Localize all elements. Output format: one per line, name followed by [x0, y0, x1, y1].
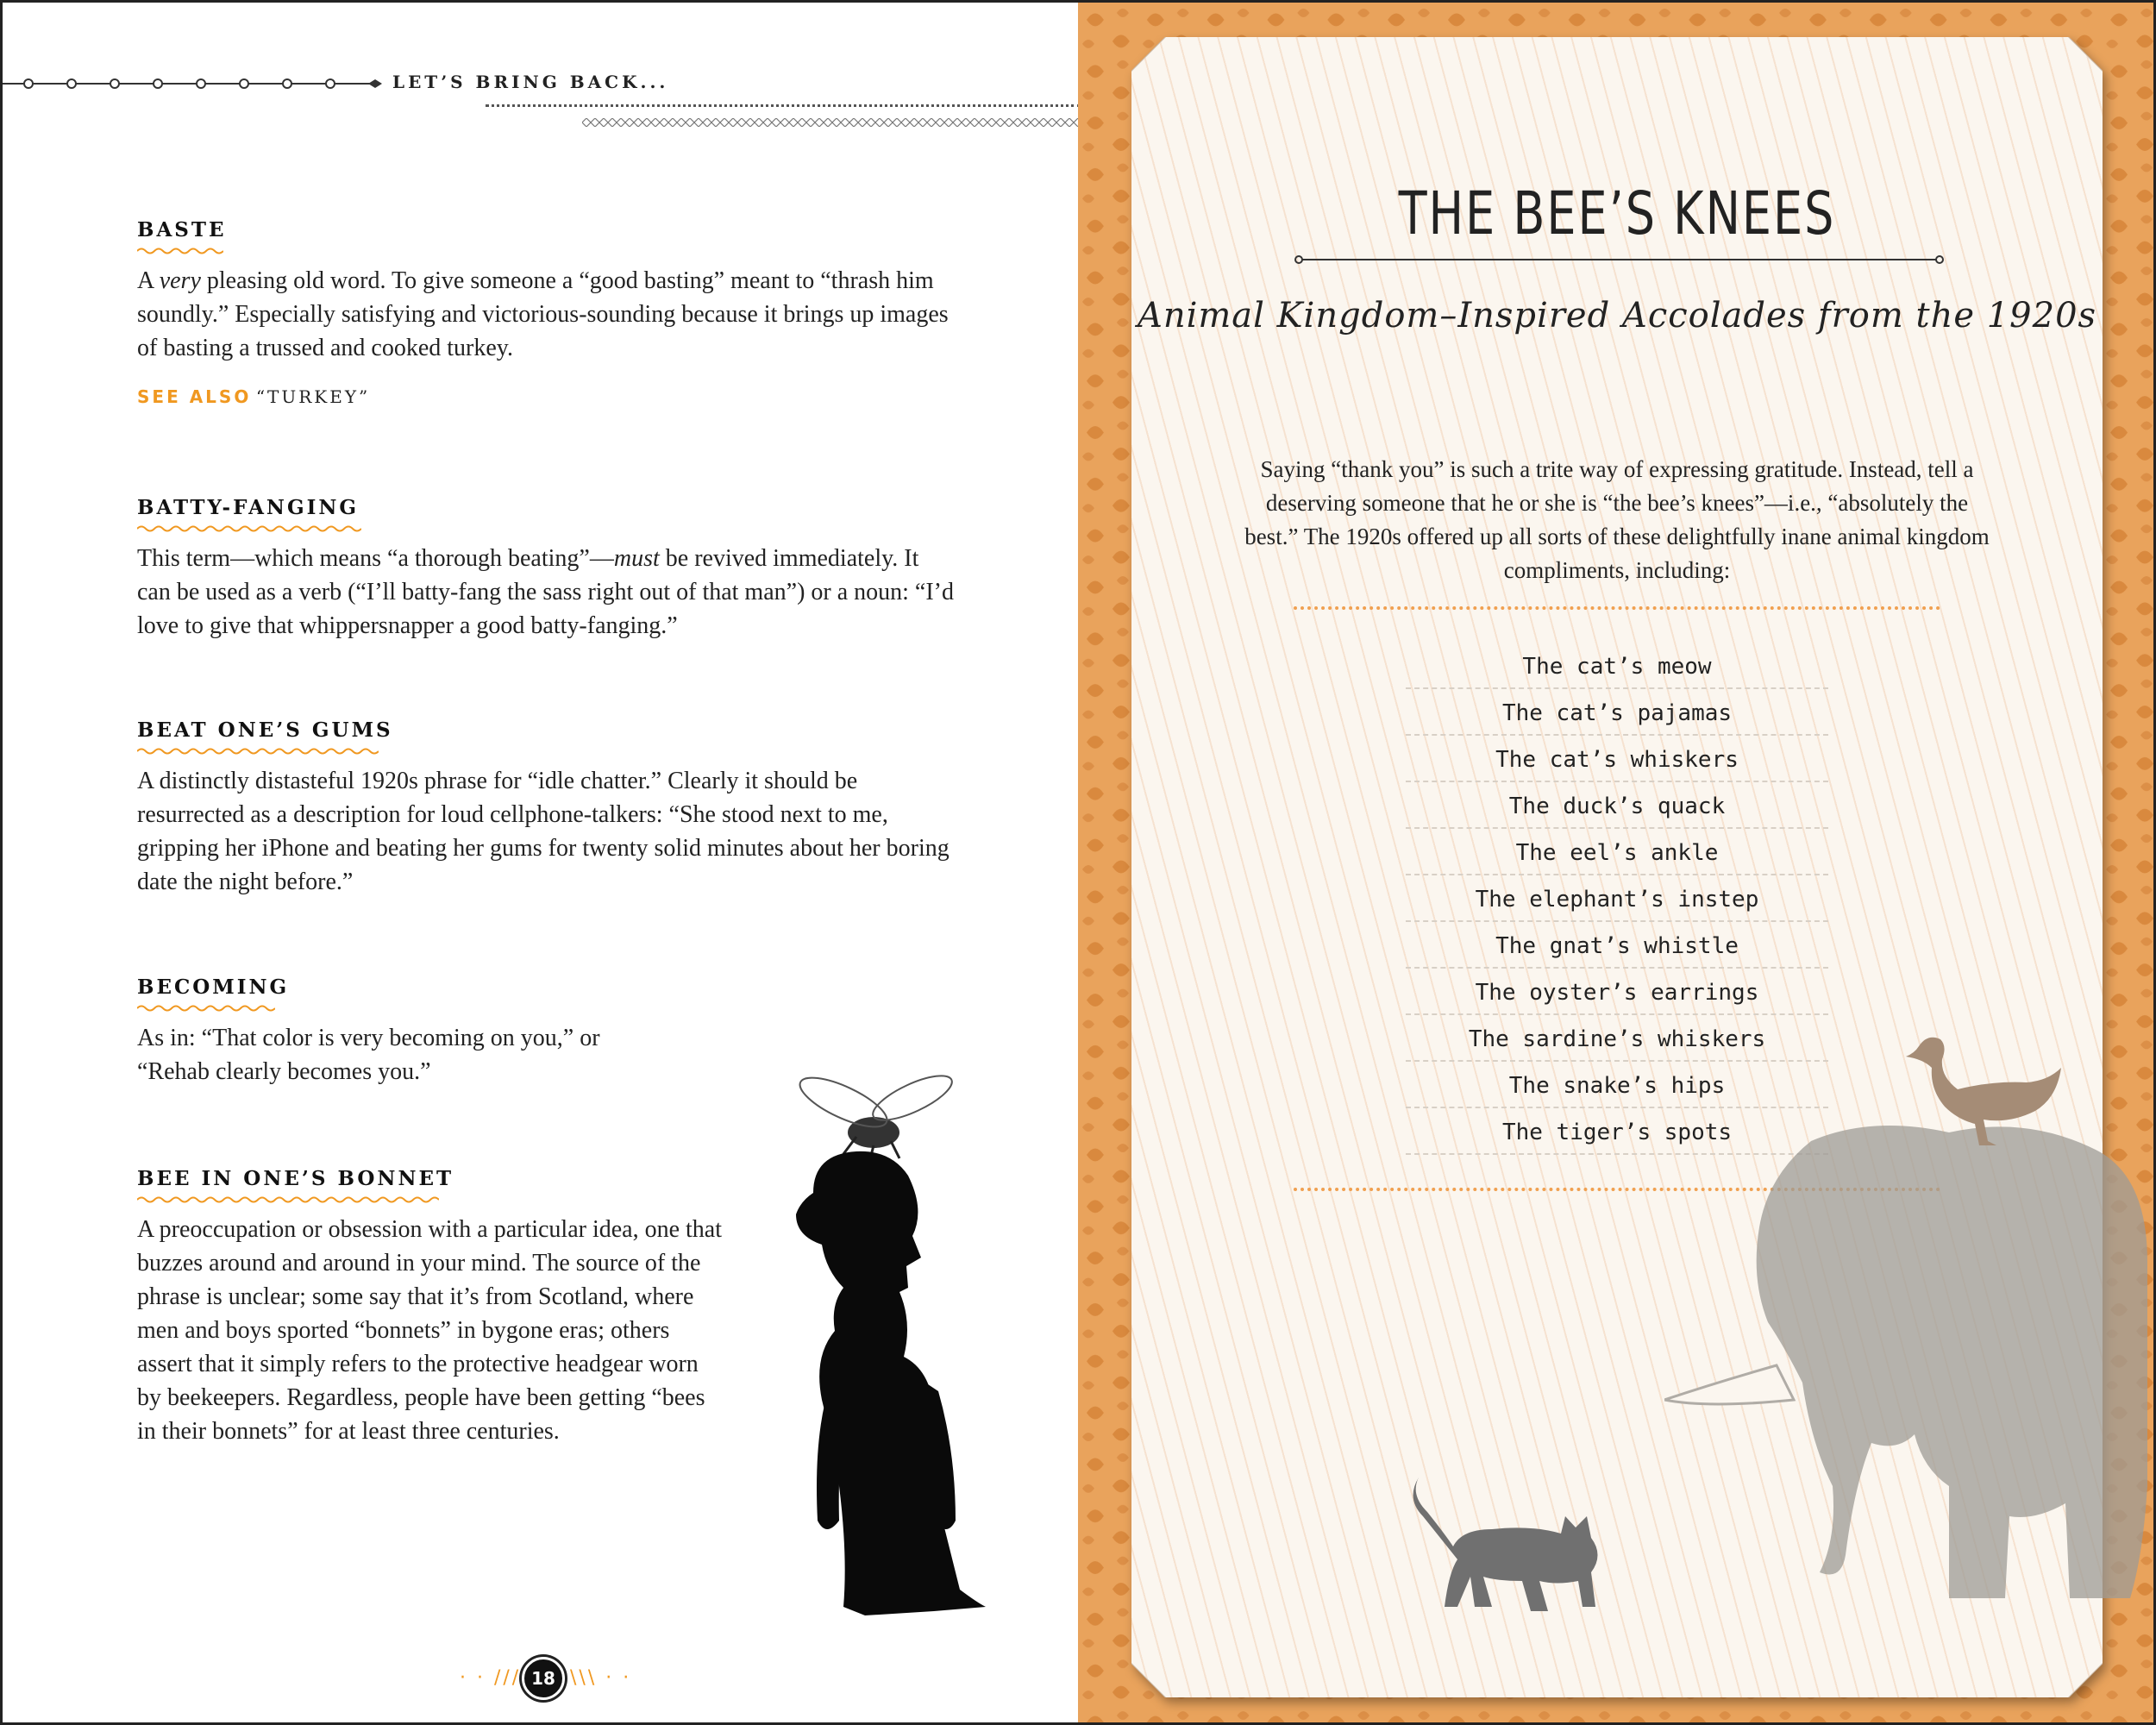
compliment-item: The cat’s whiskers: [1406, 736, 1828, 782]
woman-silhouette-illustration: [761, 1072, 1012, 1624]
entry-definition: A very pleasing old word. To give someone a “good basting” meant to “thrash him soundly.” Especially satisfying and victorious-sounding because it brings up images of basting a trussed and cooked turkey.: [137, 267, 949, 361]
title-rule: [1294, 254, 1945, 265]
entry-batty-fanging: [137, 496, 956, 643]
compliment-item: The cat’s pajamas: [1406, 689, 1828, 736]
compliment-item: The elephant’s instep: [1406, 875, 1828, 922]
entry-term: BASTE: [137, 218, 227, 242]
page-number: 18: [522, 1657, 565, 1700]
entry-term: BATTY-FANGING: [137, 496, 360, 519]
diamond-rule: [582, 118, 1081, 127]
dotted-divider-top: [1294, 606, 1940, 610]
entry-definition: A preoccupation or obsession with a particular idea, one that buzzes around and around in your mind. The source of the phrase is unclear; some say that it’s from Scotland, where men and boys sported “bonnets” in bygone eras; others assert that it simply refers to the protective headgear worn by beekeepers. Regardless, people have been getting “bees in their bonnets” for at least three centuries.: [137, 1216, 723, 1445]
compliment-item: The duck’s quack: [1406, 782, 1828, 829]
bee-icon: [794, 1072, 958, 1163]
entry-baste: [137, 218, 956, 408]
goose-silhouette: [1897, 1029, 2061, 1158]
entry-bee-in-ones-bonnet: [137, 1167, 724, 1448]
wavy-underline: [137, 747, 379, 756]
entry-definition: This term—which means “a thorough beating”—must be revived immediately. It can be used as a verb (“I’ll batty-fang the sass right out of that man”) or a noun: “I’d love to give that whippersnapper a good batty-fanging.”: [137, 545, 954, 639]
see-also-label: SEE ALSO: [137, 386, 252, 407]
compliment-item: The sardine’s whiskers: [1406, 1015, 1828, 1062]
right-page: [1078, 0, 2156, 1725]
wavy-underline: [137, 1195, 439, 1204]
entry-definition: A distinctly distasteful 1920s phrase for “idle chatter.” Clearly it should be resurrected as a description for loud cellphone-talkers: “She stood next to me, gripping her iPhone and beating her gums for twenty solid minutes about her boring date the night before.”: [137, 768, 950, 895]
wavy-underline: [137, 1004, 275, 1013]
entry-definition: As in: “That color is very becoming on you,” or “Rehab clearly becomes you.”: [137, 1025, 600, 1085]
entry-term: BECOMING: [137, 975, 290, 999]
entry-beat-ones-gums: [137, 718, 956, 899]
folio-ornament-left: · · ///: [460, 1667, 522, 1689]
subtitle: Animal Kingdom–Inspired Accolades from the 1920s: [1137, 296, 2097, 336]
wavy-underline: [137, 524, 361, 533]
compliment-item: The eel’s ankle: [1406, 829, 1828, 875]
compliment-item: The gnat’s whistle: [1406, 922, 1828, 969]
compliment-item: The tiger’s spots: [1406, 1108, 1828, 1155]
folio-ornament-right: \\\ · ·: [570, 1667, 632, 1689]
see-also: [137, 386, 956, 408]
see-also-link[interactable]: “TURKEY”: [255, 386, 371, 407]
intro-paragraph: Saying “thank you” is such a trite way of expressing gratitude. Instead, tell a deserving someone that he or she is “the bee’s knees”—i.e., “absolutely the best.” The 1920s offered up all sorts of these delightfully inane animal kingdom compliments, including:: [1244, 456, 1990, 583]
entry-term: BEE IN ONE’S BONNET: [137, 1167, 454, 1190]
chain-ornament: [3, 75, 382, 92]
compliment-item: The cat’s meow: [1406, 643, 1828, 689]
compliment-item: The snake’s hips: [1406, 1062, 1828, 1108]
dotted-rule: [486, 104, 1081, 107]
wavy-underline: [137, 247, 223, 255]
cat-silhouette: [1410, 1469, 1608, 1615]
compliment-item: The oyster’s earrings: [1406, 969, 1828, 1015]
entry-term: BEAT ONE’S GUMS: [137, 718, 393, 742]
running-head: LET’S BRING BACK...: [392, 72, 669, 92]
page-title: THE BEE’S KNEES: [1398, 179, 1836, 249]
